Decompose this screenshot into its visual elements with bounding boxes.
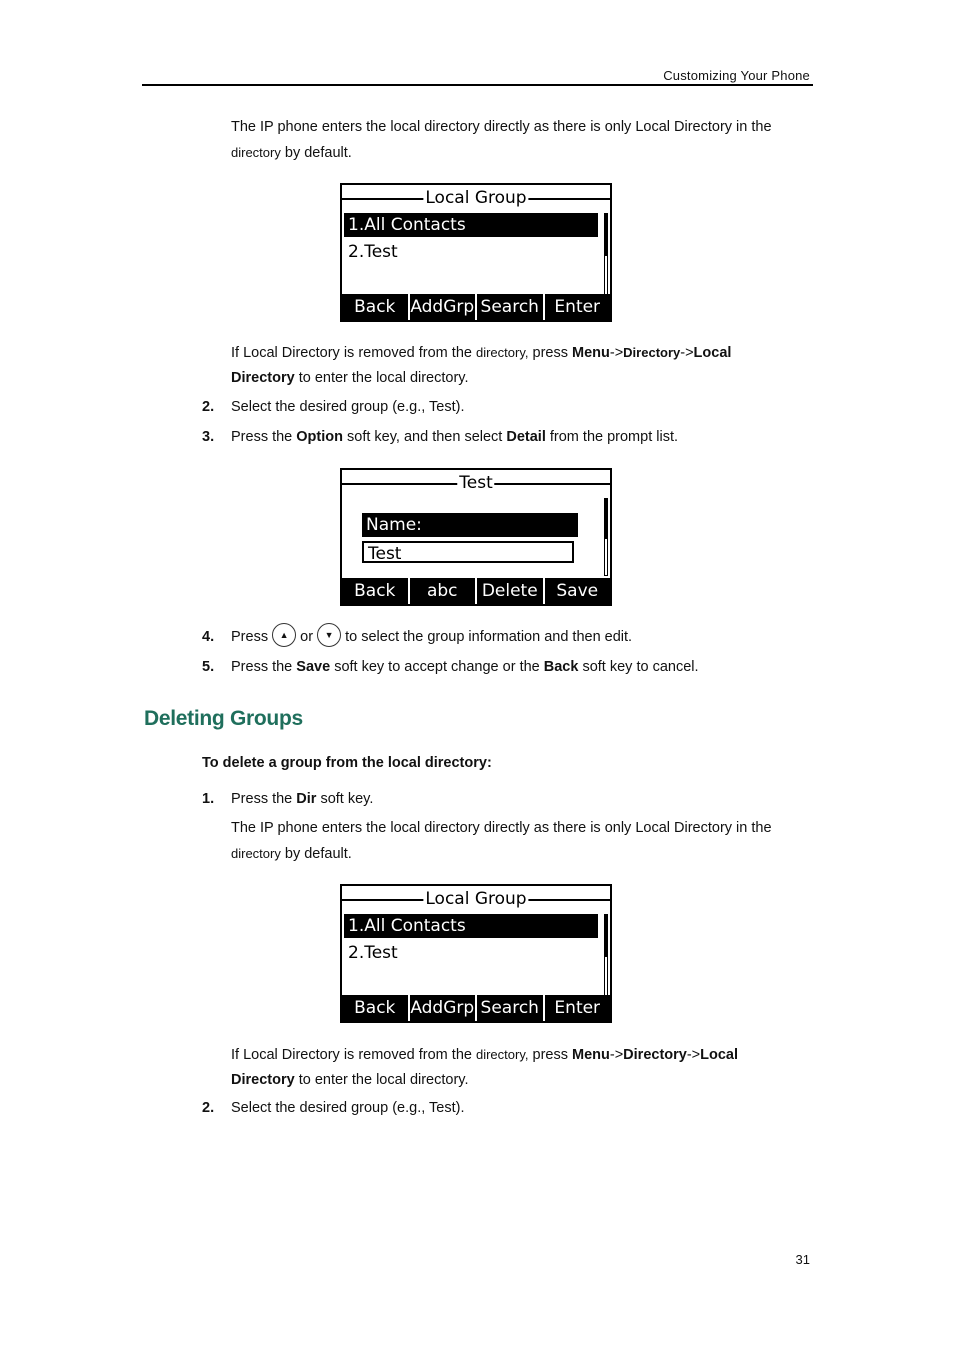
detail-label: Detail bbox=[506, 429, 546, 445]
running-header: Customizing Your Phone bbox=[663, 68, 810, 83]
softkey-search[interactable]: Search bbox=[475, 294, 543, 320]
directory-label: Directory bbox=[623, 345, 681, 360]
step-2-delete: 2. Select the desired group (e.g., Test). bbox=[202, 1100, 465, 1116]
step-3: 3. Press the Option soft key, and then select Detail from the prompt list. bbox=[202, 429, 679, 445]
softkey-delete[interactable]: Delete bbox=[475, 578, 543, 604]
lcd-title-bar bbox=[342, 472, 610, 494]
softkey-save[interactable]: Save bbox=[543, 578, 611, 604]
up-arrow-key-icon: ▲ bbox=[272, 623, 296, 647]
softkey-back[interactable]: Back bbox=[354, 998, 396, 1018]
step-4: 4. Press ▲ or ▼ to select the group information and then edit. bbox=[202, 625, 802, 650]
menu-label: Menu bbox=[572, 1047, 610, 1063]
lcd-scrollbar bbox=[604, 498, 608, 576]
step-2: 2. Select the desired group (e.g., Test). bbox=[202, 399, 465, 415]
back-key-label: Back bbox=[543, 659, 579, 675]
lcd-row[interactable]: 2.Test bbox=[348, 943, 398, 963]
softkey-addgrp[interactable]: AddGrp bbox=[408, 995, 476, 1021]
intro-rest: by default. bbox=[284, 145, 352, 161]
header-rule bbox=[142, 84, 813, 86]
intro-paragraph-1 bbox=[231, 115, 821, 166]
softkey-abc[interactable]: abc bbox=[408, 578, 476, 604]
intro-paragraph-2: The IP phone enters the local directory directly as there is only Local Directory in the directory by default. bbox=[231, 820, 772, 862]
note-paragraph-2: If Local Directory is removed from the directory, press Menu->Directory->Local Directory to enter the local directory. bbox=[231, 1047, 739, 1088]
intro-line-1: The IP phone enters the local directory directly as there is only Local Directory in the bbox=[231, 119, 772, 135]
phone-screen-test-detail bbox=[340, 468, 612, 606]
lcd-title: Local Group bbox=[425, 889, 527, 909]
softkey-enter[interactable]: Enter bbox=[543, 294, 611, 320]
save-key-label: Save bbox=[296, 659, 331, 675]
name-field-input[interactable]: Test bbox=[362, 541, 574, 563]
lcd-row[interactable]: 2.Test bbox=[348, 242, 398, 262]
section-heading: Deleting Groups bbox=[144, 707, 303, 730]
option-key-label: Option bbox=[296, 429, 343, 445]
softkey-bar bbox=[342, 995, 610, 1021]
lcd-title-bar bbox=[342, 187, 610, 209]
lcd-title: Test bbox=[459, 473, 493, 493]
intro-line-2 bbox=[231, 140, 821, 166]
softkey-addgrp[interactable]: AddGrp bbox=[408, 294, 476, 320]
softkey-back[interactable]: Back bbox=[354, 297, 396, 317]
softkey-enter[interactable]: Enter bbox=[543, 995, 611, 1021]
dir-key-label: Dir bbox=[296, 791, 317, 807]
step-5: 5. Press the Save soft key to accept change or the Back soft key to cancel. bbox=[202, 659, 699, 675]
softkey-bar bbox=[342, 578, 610, 604]
note-paragraph-1: If Local Directory is removed from the directory, press Menu->Directory->Local Directory to enter the local directory. bbox=[231, 345, 732, 386]
intro-small-word: directory bbox=[231, 145, 281, 160]
softkey-bar bbox=[342, 294, 610, 320]
softkey-search[interactable]: Search bbox=[475, 995, 543, 1021]
down-arrow-key-icon: ▼ bbox=[317, 623, 341, 647]
page-number: 31 bbox=[795, 1252, 810, 1267]
menu-label: Menu bbox=[572, 345, 610, 361]
step-1: 1. Press the Dir soft key. bbox=[202, 791, 374, 807]
local-label: Local bbox=[693, 345, 732, 361]
directory-label: Directory bbox=[623, 1047, 687, 1063]
lcd-scrollbar bbox=[604, 914, 608, 996]
softkey-back[interactable]: Back bbox=[354, 581, 396, 601]
lcd-row-selected[interactable]: 1.All Contacts bbox=[344, 213, 598, 237]
lcd-row-selected[interactable]: 1.All Contacts bbox=[344, 914, 598, 938]
name-field-label: Name: bbox=[362, 513, 578, 537]
lcd-title: Local Group bbox=[425, 188, 527, 208]
lcd-title-bar bbox=[342, 888, 610, 910]
local-label: Local bbox=[700, 1047, 739, 1063]
phone-screen-local-group-2 bbox=[340, 884, 612, 1023]
lcd-scrollbar bbox=[604, 213, 608, 295]
procedure-title: To delete a group from the local directory: bbox=[202, 755, 492, 771]
phone-screen-local-group-1 bbox=[340, 183, 612, 322]
